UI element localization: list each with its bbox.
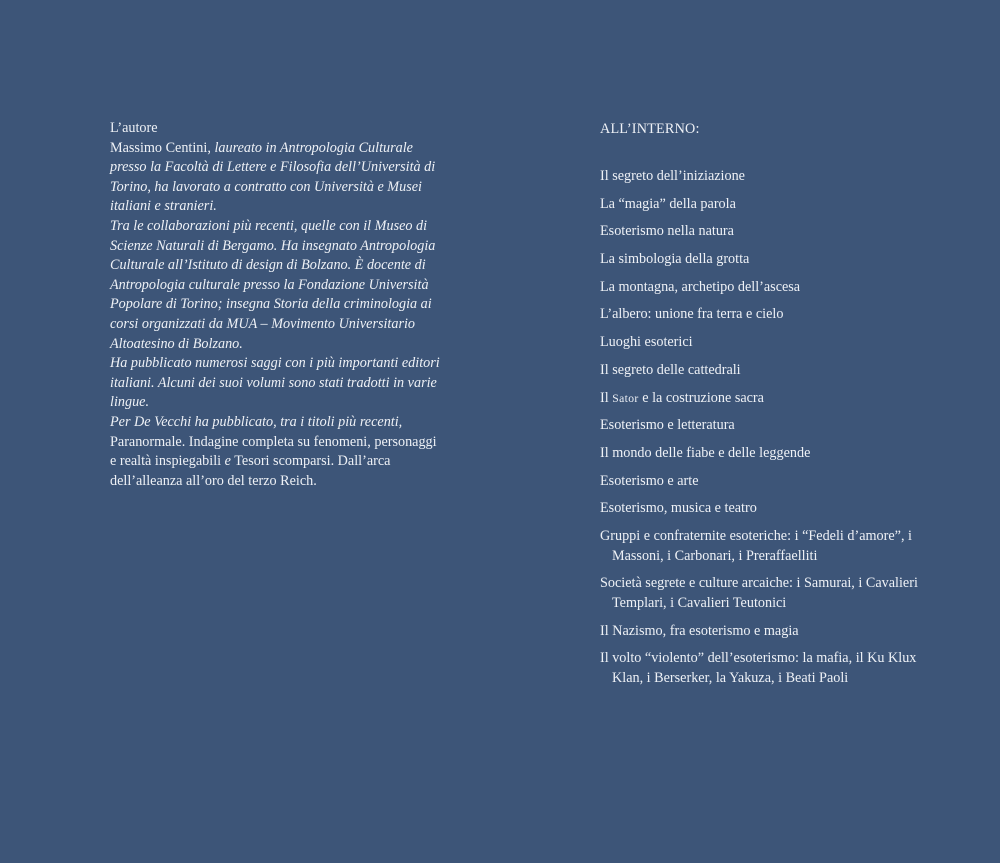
contents-column <box>600 120 930 696</box>
contents-item: L’albero: unione fra terra e cielo <box>600 306 784 323</box>
contents-item: La simbologia della grotta <box>600 251 750 268</box>
author-bio-paragraph <box>110 139 440 217</box>
author-name: Massimo Centini, <box>110 139 211 156</box>
contents-item: Esoterismo e letteratura <box>600 417 735 434</box>
contents-item: Il segreto delle cattedrali <box>600 361 741 378</box>
contents-item: Il Nazismo, fra esoterismo e magia <box>600 622 799 639</box>
author-bio-text-2: Tra le collaborazioni più recenti, quelle con il Museo di Scienze Naturali di Bergamo. Ha insegnato Antropologia Culturale all’Istituto di design di Bolzano. È docente di Antropologia culturale presso la Fondazione Università Popolare di Torino; insegna Storia della criminologia ai corsi organizzati da MUA – Movimento Universitario Altoatesino di Bolzano. <box>110 217 436 352</box>
contents-item: La “magia” della parola <box>600 195 736 212</box>
contents-item: Il segreto dell’iniziazione <box>600 168 745 184</box>
contents-item: Società segrete e culture arcaiche: i Samurai, i Cavalieri Templari, i Cavalieri Teutonici <box>600 575 918 611</box>
author-bio-text-3: Ha pubblicato numerosi saggi con i più importanti editori italiani. Alcuni dei suoi volumi sono stati tradotti in varie lingue. <box>110 355 440 411</box>
contents-item-sator <box>600 389 930 409</box>
author-bibliography <box>110 413 440 491</box>
contents-item: Il mondo delle fiabe e delle leggende <box>600 444 811 461</box>
author-bibliography-intro: Per De Vecchi ha pubblicato, tra i titoli più recenti, <box>110 413 403 430</box>
contents-item: Luoghi esoterici <box>600 334 693 351</box>
contents-item: Esoterismo e arte <box>600 472 699 489</box>
contents-item: Gruppi e confraternite esoteriche: i “Fedeli d’amore”, i Massoni, i Carbonari, i Preraffaelliti <box>600 527 912 564</box>
sator-suffix: e la costruzione sacra <box>638 389 764 406</box>
contents-heading: ALL’INTERNO: <box>600 121 700 137</box>
contents-item: Il volto “violento” dell’esoterismo: la mafia, il Ku Klux Klan, i Berserker, la Yakuza, i Beati Paoli <box>600 650 917 686</box>
contents-item: Esoterismo nella natura <box>600 223 734 240</box>
contents-item: La montagna, archetipo dell’ascesa <box>600 278 801 295</box>
sator-prefix: Il <box>600 389 613 406</box>
book-title-tesori: Tesori scomparsi. Dall’arca dell’alleanza all’oro del terzo Reich. <box>110 453 391 489</box>
contents-item: Esoterismo, musica e teatro <box>600 500 757 517</box>
author-heading: L’autore <box>110 120 158 136</box>
author-bio-column <box>110 119 440 491</box>
sator-word: Sator <box>612 391 639 405</box>
book-title-paranormale: Paranormale. Indagine completa su fenomeni, personaggi e realtà inspiegabili <box>110 433 437 470</box>
author-bio-text-1: laureato in Antropologia Culturale presso la Facoltà di Lettere e Filosofia dell’Università di Torino, ha lavorato a contratto con Università e Musei italiani e stranieri. <box>110 139 436 215</box>
contents-list <box>600 167 930 688</box>
book-title-conjunction: e <box>224 453 231 470</box>
